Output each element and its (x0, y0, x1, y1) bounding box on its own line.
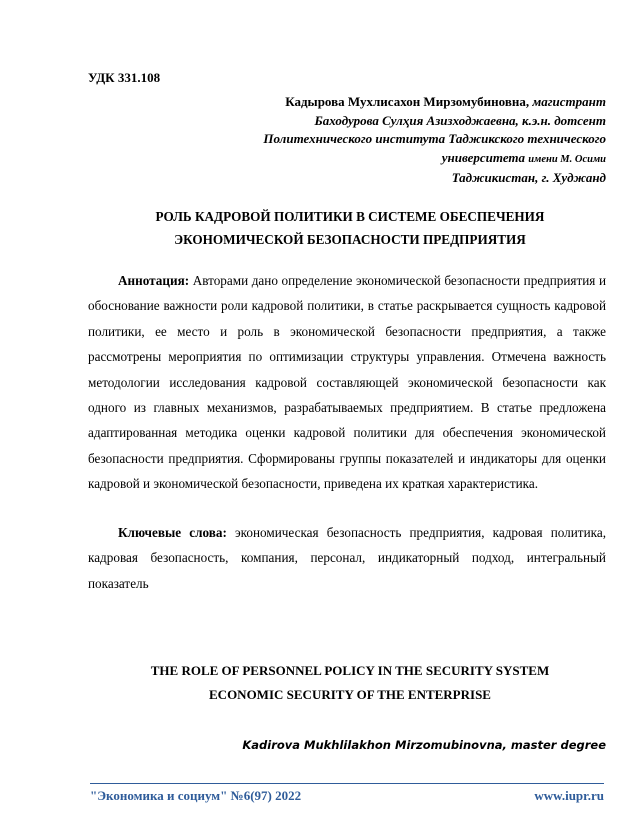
article-title-en (60, 659, 634, 707)
author1-line (263, 93, 606, 112)
author-en: Kadirova Mukhlilakhon Mirzomubinovna, master degree (242, 738, 606, 752)
title-ru-line-2: ЭКОНОМИЧЕСКОЙ БЕЗОПАСНОСТИ ПРЕДПРИЯТИЯ (174, 232, 526, 247)
abstract-text: Авторами дано определение экономической безопасности предприятия и обоснование важности роли кадровой политики, в статье раскрывается сущность кадровой политики, ее место и роль в экономической безопасности предприятия, а также рассмотрены мероприятия по оптимизации структуры управления. Отмечена важность методологии исследования кадровой составляющей экономической безопасности как одного из главных механизмов, разрабатываемых предприятием. В статье предложена адаптированная методика оценки кадровой политики для обеспечения экономической безопасности предприятия. Сформированы группы показателей и индикаторы для оценки кадровой и экономической безопасности, приведена их краткая характеристика. (88, 273, 606, 492)
title-en-line-1: THE ROLE OF PERSONNEL POLICY IN THE SECURITY SYSTEM (150, 663, 550, 678)
affiliation-named-after: имени М. Осими (528, 153, 606, 165)
title-en-line-2: ECONOMIC SECURITY OF THE ENTERPRISE (209, 687, 491, 702)
affiliation-line-2 (263, 149, 606, 170)
udc-code: УДК 331.108 (88, 70, 161, 85)
location-line: Таджикистан, г. Худжанд (451, 170, 606, 185)
abstract-label: Аннотация: (118, 273, 190, 288)
keywords-label: Ключевые слова: (118, 525, 227, 540)
author1-name: Кадырова Мухлисахон Мирзомубиновна, (285, 94, 530, 109)
title-ru-line-1: РОЛЬ КАДРОВОЙ ПОЛИТИКИ В СИСТЕМЕ ОБЕСПЕЧЕНИЯ (155, 209, 545, 224)
abstract-paragraph (88, 268, 606, 497)
author-block (263, 93, 606, 188)
footer-divider (90, 783, 604, 784)
author1-role: магистрант (532, 94, 606, 109)
author2-line: Баходурова Сулҳия Азизходжаевна, к.э.н. дотсент (314, 112, 606, 128)
keywords-paragraph (88, 520, 606, 596)
footer-website-link[interactable]: www.iupr.ru (534, 788, 604, 803)
affiliation-line-1: Политехнического института Таджикского технического (263, 131, 606, 146)
footer-journal: "Экономика и социум" №6(97) 2022 (90, 788, 302, 803)
affiliation-university: университета (441, 149, 526, 165)
keywords-text: экономическая безопасность предприятия, кадровая политика, кадровая безопасность, компания, персонал, индикаторный подход, интегральный показатель (88, 525, 606, 591)
article-title-ru (60, 205, 634, 251)
